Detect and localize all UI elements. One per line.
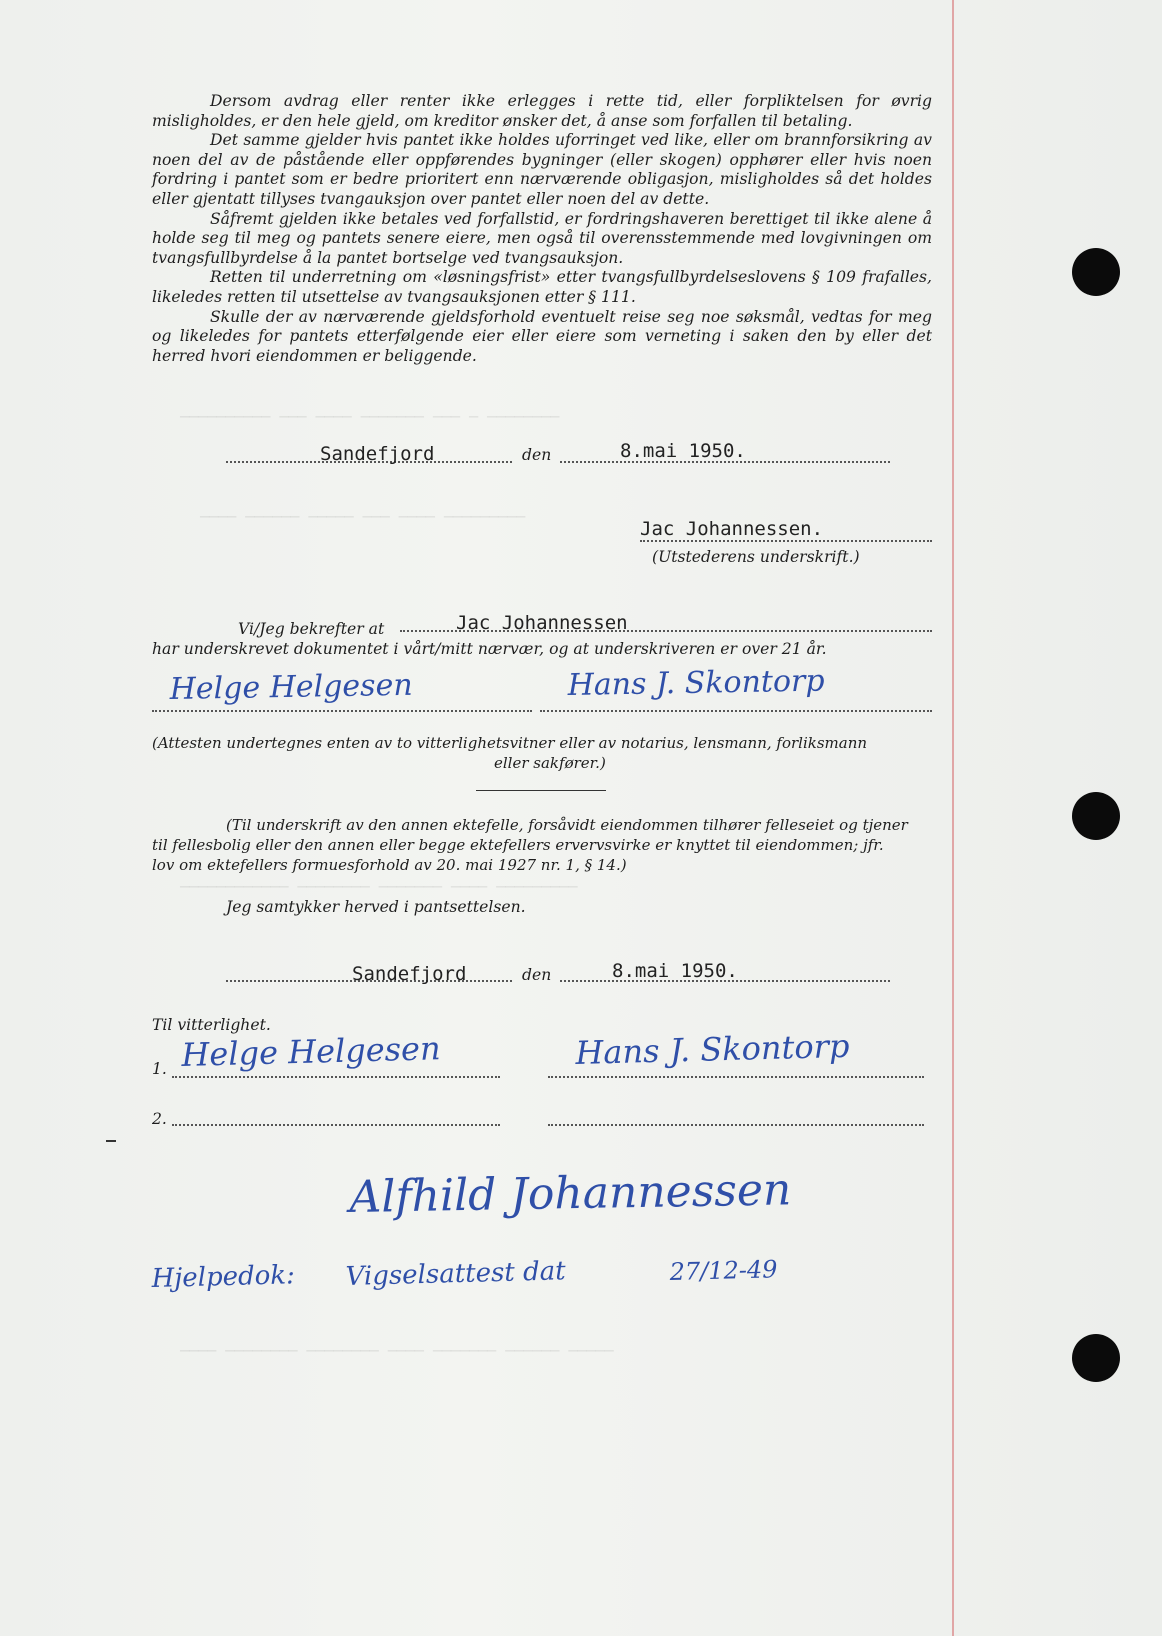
- dotted-line: [540, 710, 932, 712]
- dotted-line: [172, 1124, 500, 1126]
- clause: Det samme gjelder hvis pantet ikke holdes uforringet ved like, eller om brannforsikring av noen del av de påstående eller oppførendes bygninger (eller skogen) opphører eller hvis noen fordring i pantet som er bedre prioritert enn nærværende obligasjon, misligholdes så det holdes eller gjentatt tillyses tvangauksjon over pantet eller noen del av dette.: [152, 131, 932, 208]
- issue-place: Sandefjord: [320, 443, 435, 465]
- annotation-date: 27/12-49: [669, 1255, 778, 1286]
- annotation-text: Vigselsattest dat: [345, 1256, 567, 1292]
- punch-hole: [1072, 792, 1120, 840]
- witness2-signature: Hans J. Skontorp: [575, 1026, 850, 1072]
- attest-prefix: Vi/Jeg bekrefter at: [238, 620, 385, 638]
- witness-number: 1.: [152, 1060, 167, 1078]
- spouse-note: (Til underskrift av den annen ektefelle, forsåvidt eiendommen tilhører felleseiet og tjener: [226, 816, 908, 834]
- den-label: den: [522, 966, 552, 984]
- annotation-label: Hjelpedok:: [151, 1260, 296, 1294]
- issuer-name: Jac Johannessen.: [640, 518, 824, 540]
- terms-text: [152, 92, 932, 366]
- clause: Skulle der av nærværende gjeldsforhold eventuelt reise seg noe søksmål, vedtas for meg og likeledes for pantets etterfølgende eier eller eiere som verneting i saken den by eller det herred hvori eiendommen er beliggende.: [152, 307, 932, 365]
- margin-line: [952, 0, 954, 1636]
- dotted-line: [640, 540, 932, 542]
- attest-note: (Attesten undertegnes enten av to vitterlighetsvitner eller av notarius, lensmann, forliksmann: [152, 734, 868, 752]
- spouse-note: til fellesbolig eller den annen eller begge ektefellers ervervsvirke er knyttet til eiendommen; jfr.: [152, 836, 884, 854]
- witness1-signature: Helge Helgesen: [169, 667, 413, 707]
- bleed-through: ────────── ─── ──── ─────── ─── ─ ────────: [180, 408, 560, 426]
- bleed-through: ──────────── ──────── ─────── ──── ─────────: [180, 878, 578, 896]
- dotted-line: [172, 1076, 500, 1078]
- margin-mark: [106, 1140, 116, 1142]
- issuer-caption: (Utstederens underskrift.): [652, 548, 860, 566]
- attest-statement: har underskrevet dokumentet i vårt/mitt nærvær, og at underskriveren er over 21 år.: [152, 640, 827, 658]
- clause: Dersom avdrag eller renter ikke erlegges i rette tid, eller forpliktelsen for øvrig misligholdes, er den hele gjeld, om kreditor ønsker det, å anse som forfallen til betaling.: [152, 92, 932, 130]
- consent-text: Jeg samtykker herved i pantsettelsen.: [226, 898, 526, 916]
- spouse-signature: Alfhild Johannessen: [349, 1164, 792, 1223]
- witness2-signature: Hans J. Skontorp: [567, 663, 825, 703]
- dotted-line: [548, 1124, 924, 1126]
- consent-date: 8.mai 1950.: [612, 960, 738, 982]
- dotted-line: [548, 1076, 924, 1078]
- attest-note: eller sakfører.): [494, 754, 606, 772]
- issue-date: 8.mai 1950.: [620, 440, 746, 462]
- attest-name: Jac Johannessen: [456, 612, 628, 634]
- spouse-note: lov om ektefellers formuesforhold av 20. mai 1927 nr. 1, § 14.): [152, 856, 627, 874]
- bleed-through: ──── ────── ───── ─── ──── ─────────: [200, 508, 526, 526]
- punch-hole: [1072, 248, 1120, 296]
- dotted-line: [152, 710, 532, 712]
- punch-hole: [1072, 1334, 1120, 1382]
- clause: Retten til underretning om «løsningsfrist» etter tvangsfullbyrdelseslovens § 109 frafalles, likeledes retten til utsettelse av tvangsauksjonen etter § 111.: [152, 268, 932, 306]
- clause: Såfremt gjelden ikke betales ved forfallstid, er fordringshaveren berettiget til ikke alene å holde seg til meg og pantets senere eiere, men også til overensstemmende med lovgivningen om tvangsfullbyrdelse å la pantet bortselge ved tvangsauksjon.: [152, 209, 932, 267]
- witness-number: 2.: [152, 1110, 167, 1128]
- consent-place: Sandefjord: [352, 963, 467, 985]
- divider: [476, 790, 606, 791]
- witness-heading: Til vitterlighet.: [152, 1016, 271, 1034]
- witness1-signature: Helge Helgesen: [181, 1029, 442, 1074]
- bleed-through: ──── ──────── ──────── ──── ─────── ────── ─────: [180, 1342, 614, 1360]
- den-label: den: [522, 446, 552, 464]
